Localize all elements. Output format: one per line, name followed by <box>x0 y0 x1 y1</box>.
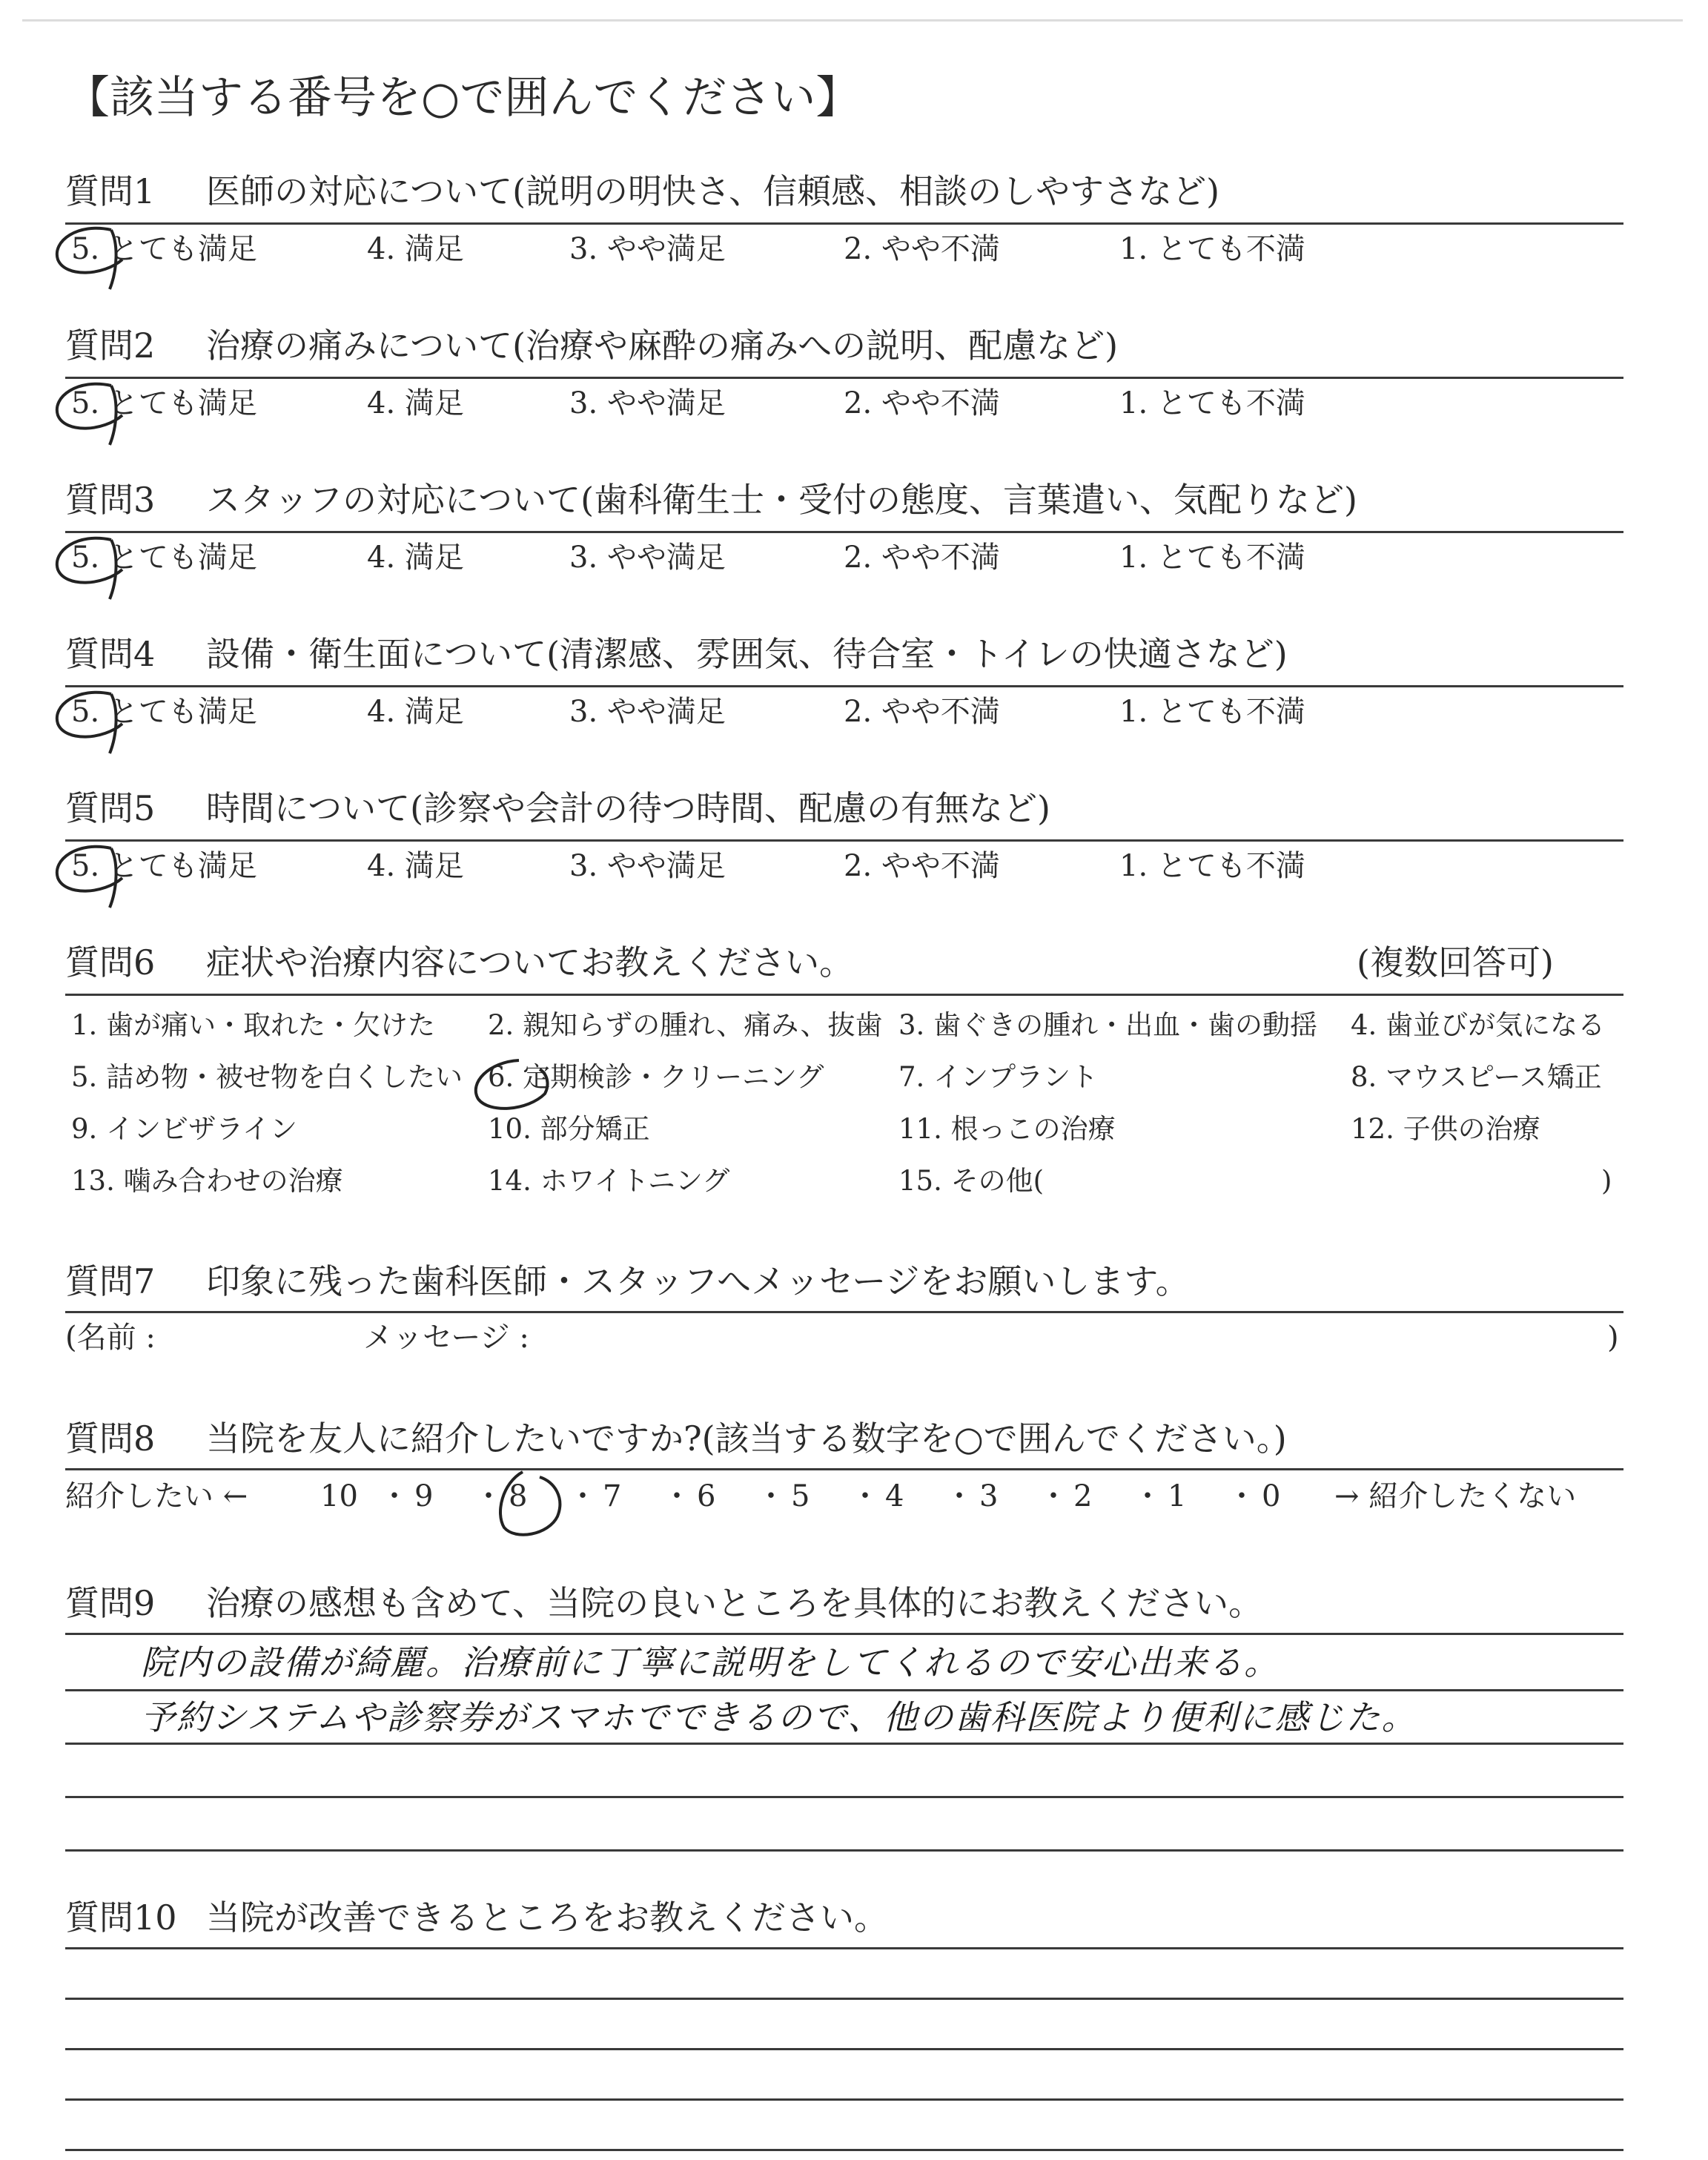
q6-option[interactable]: 11. 根っこの治療 <box>898 1113 1116 1145</box>
q8-scale-separator: ・ <box>944 1479 974 1513</box>
q8-scale-separator: ・ <box>1133 1479 1162 1513</box>
q7-close-paren: ) <box>1607 1321 1619 1355</box>
q4-option[interactable]: 1. とても不満 <box>1119 695 1305 729</box>
q4-option[interactable]: 5. とても満足 <box>71 695 257 729</box>
q8-scale-number[interactable]: 2 <box>1073 1479 1093 1513</box>
q2-option[interactable]: 2. やや不満 <box>844 386 1000 420</box>
answer-circle-q1 <box>57 228 122 289</box>
q9-number: 質問9 <box>65 1583 156 1623</box>
q8-text: 当院を友人に紹介したいですか?(該当する数字を○で囲んでください。) <box>206 1418 1287 1459</box>
q3-option[interactable]: 2. やや不満 <box>844 541 1000 575</box>
q1-option[interactable]: 4. 満足 <box>367 232 464 266</box>
q6-option[interactable]: 8. マウスピース矯正 <box>1351 1061 1602 1093</box>
q5-number: 質問5 <box>65 788 156 828</box>
q8-scale-number[interactable]: 5 <box>791 1479 810 1513</box>
q1-number: 質問1 <box>65 171 156 211</box>
q4-option[interactable]: 2. やや不満 <box>844 695 1000 729</box>
q6-multiple-answers-note: (複数回答可) <box>1357 942 1554 982</box>
q6-option[interactable]: 6. 定期検診・クリーニング <box>488 1061 824 1093</box>
q3-number: 質問3 <box>65 480 156 520</box>
q4-text: 設備・衛生面について(清潔感、雰囲気、待合室・トイレの快適さなど) <box>206 634 1288 674</box>
q1-option[interactable]: 3. やや満足 <box>569 232 726 266</box>
q6-option[interactable]: 5. 詰め物・被せ物を白くしたい <box>71 1061 463 1093</box>
answer-circle-q3 <box>57 538 122 599</box>
q1-option[interactable]: 2. やや不満 <box>844 232 1000 266</box>
q5-text: 時間について(診察や会計の待つ時間、配慮の有無など) <box>206 788 1050 828</box>
q8-scale-number[interactable]: 3 <box>979 1479 999 1513</box>
answer-circle-q5 <box>57 847 122 908</box>
q9-handwritten-line-2: 予約システムや診察券がスマホでできるので、他の歯科医院より便利に感じた。 <box>141 1697 1417 1737</box>
q8-number: 質問8 <box>65 1418 156 1459</box>
answer-circle-q6 <box>476 1060 548 1109</box>
q6-option[interactable]: 14. ホワイトニング <box>488 1165 730 1197</box>
q8-scale-number[interactable]: 8 <box>509 1479 528 1513</box>
q1-option[interactable]: 1. とても不満 <box>1119 232 1305 266</box>
answer-circle-q4 <box>57 693 122 753</box>
q6-option[interactable]: 10. 部分矯正 <box>488 1113 650 1145</box>
q8-scale-separator: ・ <box>568 1479 598 1513</box>
q2-option[interactable]: 3. やや満足 <box>569 386 726 420</box>
q8-scale-separator: ・ <box>756 1479 786 1513</box>
q2-number: 質問2 <box>65 326 156 366</box>
q8-scale-number[interactable]: 4 <box>885 1479 904 1513</box>
q3-text: スタッフの対応について(歯科衛生士・受付の態度、言葉遣い、気配りなど) <box>206 480 1357 520</box>
q6-option[interactable]: 12. 子供の治療 <box>1351 1113 1540 1145</box>
q1-text: 医師の対応について(説明の明快さ、信頼感、相談のしやすさなど) <box>206 171 1220 211</box>
q6-text: 症状や治療内容についてお教えください。 <box>206 942 854 982</box>
q5-option[interactable]: 4. 満足 <box>367 849 464 883</box>
q6-number: 質問6 <box>65 942 156 982</box>
q3-option[interactable]: 3. やや満足 <box>569 541 726 575</box>
q8-scale-separator: ・ <box>474 1479 503 1513</box>
q6-option[interactable]: 2. 親知らずの腫れ、痛み、抜歯 <box>488 1009 883 1041</box>
q2-option[interactable]: 1. とても不満 <box>1119 386 1305 420</box>
q8-scale-number[interactable]: 10 <box>320 1479 358 1513</box>
answer-circle-q2 <box>57 384 122 445</box>
q4-option[interactable]: 4. 満足 <box>367 695 464 729</box>
answer-circle-q8 <box>500 1472 560 1535</box>
q9-handwritten-line-1: 院内の設備が綺麗。治療前に丁寧に説明をしてくれるので安心出来る。 <box>141 1642 1280 1682</box>
q10-number: 質問10 <box>65 1898 177 1938</box>
q8-scale-separator: ・ <box>1227 1479 1257 1513</box>
q7-text: 印象に残った歯科医師・スタッフへメッセージをお願いします。 <box>206 1261 1190 1301</box>
q8-scale-number[interactable]: 6 <box>697 1479 716 1513</box>
q5-option[interactable]: 3. やや満足 <box>569 849 726 883</box>
q3-option[interactable]: 5. とても満足 <box>71 541 257 575</box>
q4-number: 質問4 <box>65 634 156 674</box>
q2-option[interactable]: 5. とても満足 <box>71 386 257 420</box>
q5-option[interactable]: 1. とても不満 <box>1119 849 1305 883</box>
q8-scale-number[interactable]: 9 <box>414 1479 434 1513</box>
q5-option[interactable]: 2. やや不満 <box>844 849 1000 883</box>
q5-option[interactable]: 5. とても満足 <box>71 849 257 883</box>
q1-option[interactable]: 5. とても満足 <box>71 232 257 266</box>
q2-text: 治療の痛みについて(治療や麻酔の痛みへの説明、配慮など) <box>206 326 1119 366</box>
q6-option[interactable]: 7. インプラント <box>898 1061 1099 1093</box>
q6-other-close-paren: ) <box>1601 1165 1612 1197</box>
q8-scale-number[interactable]: 0 <box>1262 1479 1281 1513</box>
q6-option[interactable]: 1. 歯が痛い・取れた・欠けた <box>71 1009 436 1041</box>
q10-text: 当院が改善できるところをお教えください。 <box>206 1898 888 1938</box>
q6-option[interactable]: 13. 噛み合わせの治療 <box>71 1165 343 1197</box>
q6-option[interactable]: 9. インビザライン <box>71 1113 297 1145</box>
q2-option[interactable]: 4. 満足 <box>367 386 464 420</box>
q8-scale-separator: ・ <box>380 1479 409 1513</box>
q7-name-label: (名前 : <box>65 1321 156 1355</box>
q8-scale-number[interactable]: 7 <box>603 1479 622 1513</box>
q3-option[interactable]: 4. 満足 <box>367 541 464 575</box>
q8-scale-separator: ・ <box>662 1479 692 1513</box>
q4-option[interactable]: 3. やや満足 <box>569 695 726 729</box>
q6-option[interactable]: 4. 歯並びが気になる <box>1351 1009 1606 1041</box>
q8-scale-separator: ・ <box>1039 1479 1068 1513</box>
form-instruction-title: 【該当する番号を○で囲んでください】 <box>65 72 861 124</box>
q7-number: 質問7 <box>65 1261 156 1301</box>
q8-scale-number[interactable]: 1 <box>1168 1479 1187 1513</box>
q6-option[interactable]: 3. 歯ぐきの腫れ・出血・歯の動揺 <box>898 1009 1318 1041</box>
q7-message-label: メッセージ : <box>363 1321 529 1355</box>
q8-scale-separator: ・ <box>850 1479 880 1513</box>
q6-option[interactable]: 15. その他( <box>898 1165 1045 1197</box>
q9-text: 治療の感想も含めて、当院の良いところを具体的にお教えください。 <box>206 1583 1263 1623</box>
q8-right-label: → 紹介したくない <box>1334 1479 1577 1513</box>
q8-left-label: 紹介したい ← <box>65 1479 248 1513</box>
q3-option[interactable]: 1. とても不満 <box>1119 541 1305 575</box>
